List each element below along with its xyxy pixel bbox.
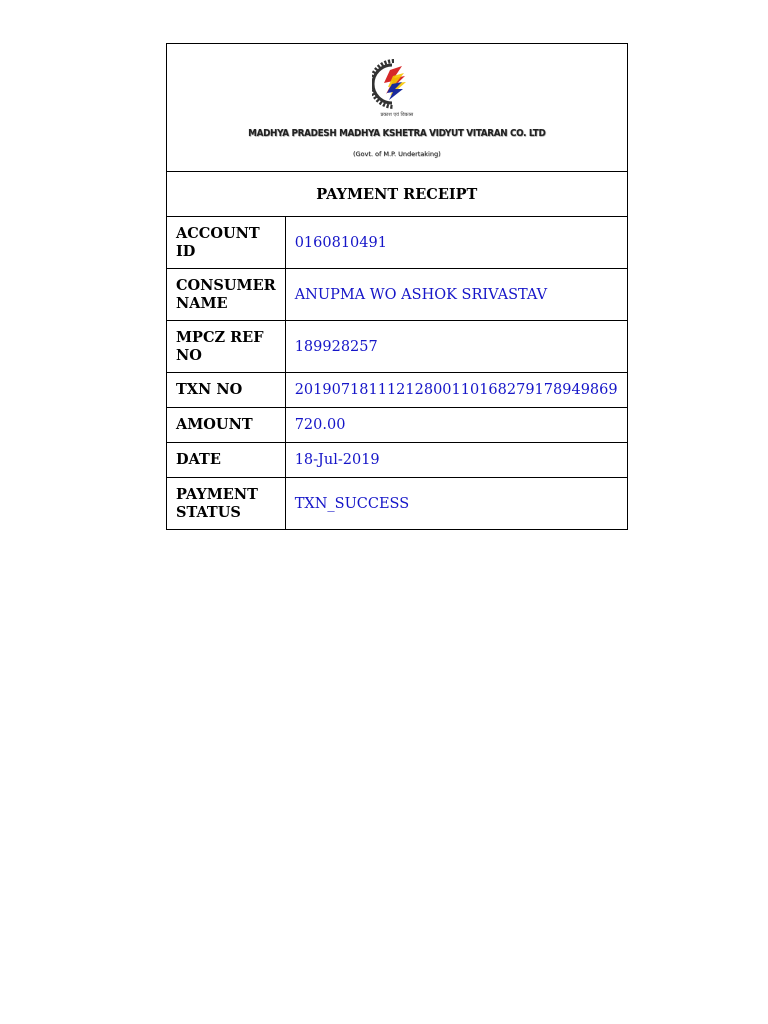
logo-cell bbox=[167, 44, 628, 172]
header-row bbox=[167, 44, 628, 172]
company-name: MADHYA PRADESH MADHYA KSHETRA VIDYUT VITARAN CO. LTD bbox=[248, 128, 546, 139]
table-row bbox=[167, 269, 628, 321]
txn-no-value: 20190718111212800110168279178949869 bbox=[285, 373, 627, 408]
table-row bbox=[167, 373, 628, 408]
payment-status-value: TXN_SUCCESS bbox=[285, 478, 627, 530]
company-header bbox=[167, 44, 627, 171]
consumer-name-label: CONSUMER NAME bbox=[167, 269, 286, 321]
amount-value: 720.00 bbox=[285, 408, 627, 443]
table-row bbox=[167, 408, 628, 443]
table-row bbox=[167, 443, 628, 478]
table-row bbox=[167, 217, 628, 269]
payment-receipt-table bbox=[166, 43, 628, 530]
account-id-label: ACCOUNT ID bbox=[167, 217, 286, 269]
company-tagline: प्रकाश एवं विकास bbox=[380, 112, 414, 118]
txn-no-label: TXN NO bbox=[167, 373, 286, 408]
mpcz-ref-no-value: 189928257 bbox=[285, 321, 627, 373]
account-id-value: 0160810491 bbox=[285, 217, 627, 269]
mpcz-ref-no-label: MPCZ REF NO bbox=[167, 321, 286, 373]
date-value: 18-Jul-2019 bbox=[285, 443, 627, 478]
date-label: DATE bbox=[167, 443, 286, 478]
govt-undertaking-note: (Govt. of M.P. Undertaking) bbox=[352, 150, 441, 158]
amount-label: AMOUNT bbox=[167, 408, 286, 443]
consumer-name-value: ANUPMA WO ASHOK SRIVASTAV bbox=[285, 269, 627, 321]
payment-status-label: PAYMENT STATUS bbox=[167, 478, 286, 530]
receipt-title: PAYMENT RECEIPT bbox=[167, 172, 628, 217]
title-row bbox=[167, 172, 628, 217]
gear-lightning-logo-icon bbox=[372, 56, 408, 112]
table-row bbox=[167, 478, 628, 530]
table-row bbox=[167, 321, 628, 373]
